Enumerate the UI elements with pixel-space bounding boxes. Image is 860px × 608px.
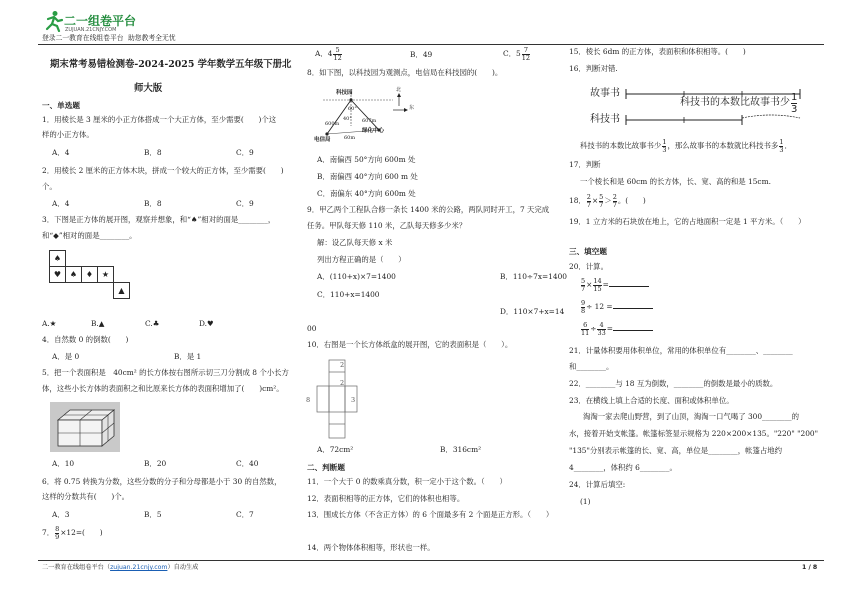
q12-text: 12．表面积相等的正方体，它们的体积也相等。 bbox=[307, 494, 465, 503]
q4-option-a[interactable]: A．是 0 bbox=[52, 352, 80, 361]
box-net-figure bbox=[315, 358, 363, 440]
map-label-tech-park: 科技园 bbox=[336, 90, 353, 96]
q5-option-c[interactable]: C．40 bbox=[236, 459, 259, 468]
map-label-green-center: 绿化中心 bbox=[362, 128, 385, 134]
q9-text-2: 任务。甲队每天修 110 米，乙队每天修多少米？ bbox=[307, 221, 467, 230]
header-link-slogan[interactable]: 助您教考全无忧 bbox=[128, 34, 176, 42]
q2-text-2: 个。 bbox=[42, 182, 57, 191]
page-title-line2: 师大版 bbox=[134, 83, 163, 94]
segment-caption: 科技书的本数比故事书少 bbox=[680, 97, 790, 108]
q6-option-a[interactable]: A．3 bbox=[52, 510, 70, 519]
box-net-label: 2 bbox=[340, 361, 345, 369]
q9-text-3: 解：设乙队每天修 x 米 bbox=[317, 238, 393, 247]
q11-text: 11．一个大于 0 的数乘真分数，积一定小于这个数。（ ） bbox=[307, 477, 507, 486]
q23-passage-4: 4________，体积约 6________。 bbox=[569, 463, 677, 472]
box-net-label: 8 bbox=[306, 396, 311, 404]
q15-text: 15．棱长 6dm 的正方体，表面积和体积相等。( ) bbox=[569, 47, 746, 56]
q21-text: 21．计量体积要用体积单位，常用的体积单位有________、________ bbox=[569, 346, 793, 355]
map-label-angle-40: 40° bbox=[343, 116, 352, 122]
q7-fraction: $\frac{8}{9}$ bbox=[55, 524, 60, 541]
segment-caption-fraction: 1 3 bbox=[791, 92, 798, 115]
q3-option-c[interactable]: C.♣ bbox=[145, 319, 160, 328]
q17-statement: 一个棱长和是 60cm 的长方体，长、宽、高的和是 15cm. bbox=[580, 177, 771, 186]
net-cell: ★ bbox=[97, 266, 114, 283]
q9-option-d-2: 00 bbox=[307, 324, 317, 333]
q5-option-a[interactable]: A．10 bbox=[52, 459, 75, 468]
q5-option-b[interactable]: B．20 bbox=[144, 459, 167, 468]
map-label-north: 北 bbox=[396, 87, 402, 93]
q3-text-2: 和“◆”相对的面是________。 bbox=[42, 231, 137, 240]
q6-text: 6．将 0.75 转换为分数，这些分数的分子和分母都是小于 30 的自然数， bbox=[42, 477, 282, 486]
q3-option-d[interactable]: D.♥ bbox=[199, 319, 214, 328]
net-cell: ♠ bbox=[65, 266, 82, 283]
page-title: 期末常考易错检测卷-2024-2025 学年数学五年级下册北 bbox=[50, 59, 292, 70]
q6-option-b[interactable]: B．5 bbox=[144, 510, 162, 519]
q1-text-2: 样的小正方体。 bbox=[42, 130, 94, 139]
box-net-label: 2 bbox=[340, 379, 345, 387]
q20-row-1: $\frac{5}{7}$ × $\frac{14}{15}$ = bbox=[580, 277, 649, 293]
logo-runner-icon bbox=[42, 10, 64, 32]
q8-text: 8．如下图，以科技园为观测点，电信局在科技园的( )。 bbox=[307, 68, 503, 77]
q22-text: 22．________与 18 互为倒数，________的倒数是最小的质数。 bbox=[569, 379, 778, 388]
q17-text: 17．判断 bbox=[569, 160, 601, 169]
q7-text bbox=[42, 525, 103, 541]
footer-source: 二一教育在线组卷平台（zujuan.21cnjy.com）自动生成 bbox=[42, 564, 199, 571]
net-cell: ▲ bbox=[113, 282, 130, 299]
q10-text: 10．右图是一个长方体纸盒的展开图，它的表面积是（ ）。 bbox=[307, 340, 513, 349]
q23-passage-1: 淘淘一家去爬山野营，到了山顶，淘淘一口气喝了 300________的 bbox=[583, 412, 800, 421]
q9-option-b[interactable]: B．110÷7x=1400 bbox=[500, 272, 567, 281]
q3-option-b[interactable]: B.▲ bbox=[91, 319, 105, 328]
q19-text: 19．1 立方米的石块放在地上，它的占地面积一定是 1 平方米。（ ） bbox=[569, 217, 806, 226]
q7-option-c[interactable]: C．5 $\frac{7}{12}$ bbox=[503, 45, 531, 62]
q7-option-b[interactable]: B．49 bbox=[410, 50, 433, 59]
q5-text-2: 体，这些小长方体的表面积之和比原来长方体的表面积增加了( )cm²。 bbox=[42, 384, 284, 393]
q20-row-3: $\frac{6}{11}$ ÷ $\frac{4}{33}$ = bbox=[580, 321, 653, 337]
logo-text: 二一组卷平台 bbox=[64, 14, 137, 28]
section-fill-in: 三、填空题 bbox=[569, 247, 607, 256]
net-cell: ♠ bbox=[49, 250, 66, 267]
net-cell: ♥ bbox=[49, 266, 66, 283]
map-label-telecom: 电信局 bbox=[314, 137, 331, 143]
map-label-60m: 60m bbox=[344, 135, 356, 141]
q20-text: 20．计算。 bbox=[569, 262, 608, 271]
q6-option-c[interactable]: C．7 bbox=[236, 510, 254, 519]
q23-passage-2: 水，接着开始支帐篷。帐篷标签显示规格为 220×200×135。"220" "200" bbox=[569, 429, 819, 438]
q13-text: 13．围成长方体（不含正方体）的 6 个面最多有 2 个面是正方形。（ ） bbox=[307, 510, 554, 519]
q1-option-c[interactable]: C．9 bbox=[236, 148, 254, 157]
map-label-east: 东 bbox=[409, 105, 415, 111]
q9-option-a[interactable]: A．(110+x)×7=1400 bbox=[317, 272, 396, 281]
q9-text: 9．甲乙两个工程队合修一条长 1400 米的公路，两队同时开工，7 天完成 bbox=[307, 205, 550, 214]
footer-link[interactable]: zujuan.21cnjy.com bbox=[110, 564, 168, 571]
q8-option-b[interactable]: B．南偏西 40°方向 600 m 处 bbox=[317, 172, 418, 181]
q8-option-c[interactable]: C．南偏东 40°方向 600m 处 bbox=[317, 189, 416, 198]
section-single-choice: 一、单选题 bbox=[42, 101, 80, 110]
q23-passage-3: "135"分别表示帐篷的长、宽、高，单位是________，帐篷占地约 bbox=[569, 446, 783, 455]
net-cell: ♦ bbox=[81, 266, 98, 283]
q23-text: 23．在横线上填上合适的长度、面积或体积单位。 bbox=[569, 396, 734, 405]
q16-text: 16．判断对错. bbox=[569, 64, 618, 73]
q4-option-b[interactable]: B．是 1 bbox=[174, 352, 202, 361]
q3-option-a[interactable]: A.★ bbox=[42, 319, 57, 328]
q14-text: 14．两个物体体积相等，形状也一样。 bbox=[307, 543, 435, 552]
q2-option-c[interactable]: C．9 bbox=[236, 199, 254, 208]
q9-option-c[interactable]: C．110+x=1400 bbox=[317, 290, 380, 299]
segment-label-story: 故事书 bbox=[590, 88, 620, 99]
q7-option-a[interactable]: A．4 $\frac{5}{12}$ bbox=[315, 45, 342, 62]
q5-text: 5．把一个表面积是 40cm² 的长方体按右图所示切三刀分割成 8 个小长方 bbox=[42, 368, 289, 377]
q18-text: 18． $\frac{2}{7}$ × $\frac{5}{7}$ ＞ $\frac{2}{7}$ 。( ) bbox=[569, 192, 646, 209]
q7-prefix: 7． bbox=[42, 528, 55, 537]
q24-subpart-1: (1) bbox=[580, 497, 591, 506]
segment-label-science: 科技书 bbox=[590, 114, 620, 125]
q3-text: 3．下图是正方体的展开图，观察并想象，和“♠”相对的面是________， bbox=[42, 215, 276, 224]
logo-subtitle: ZUJUAN.21CNJY.COM bbox=[65, 27, 117, 33]
map-label-angle-60: 60° bbox=[348, 106, 357, 112]
map-label-600m: 600m bbox=[325, 121, 340, 127]
q8-option-a[interactable]: A．南偏西 50°方向 600m 处 bbox=[317, 155, 416, 164]
q6-text-2: 这样的分数共有( )个。 bbox=[42, 492, 130, 501]
cuboid-cut-figure bbox=[50, 402, 120, 452]
footer-divider bbox=[38, 560, 824, 561]
page-number: 1 / 8 bbox=[802, 564, 818, 571]
q1-text: 1．用棱长是 3 厘米的小正方体搭成一个大正方体，至少需要( )个这 bbox=[42, 115, 277, 124]
q7-suffix: ×12=( ) bbox=[60, 528, 103, 537]
q4-text: 4．自然数 0 的倒数( ) bbox=[42, 335, 129, 344]
q1-option-b[interactable]: B．8 bbox=[144, 148, 162, 157]
q21-text-2: 和________。 bbox=[569, 362, 614, 371]
q24-text: 24．计算后填空: bbox=[569, 480, 626, 489]
q1-option-a[interactable]: A．4 bbox=[52, 148, 70, 157]
section-true-false: 二、判断题 bbox=[307, 463, 345, 472]
header-link-login[interactable]: 登录二一教育在线组卷平台 bbox=[42, 34, 124, 42]
q20-row-2: $\frac{9}{8}$ ÷ 12 = bbox=[580, 299, 653, 315]
map-label-607m: 607m bbox=[362, 118, 377, 124]
box-net-label: 3 bbox=[351, 396, 356, 404]
q10-option-a[interactable]: A．72cm² bbox=[317, 445, 354, 454]
q2-option-b[interactable]: B．8 bbox=[144, 199, 162, 208]
q9-text-4: 列出方程正确的是（ ） bbox=[317, 255, 406, 264]
q9-option-d[interactable]: D．110×7+x=14 bbox=[500, 307, 565, 316]
header-divider bbox=[38, 44, 824, 45]
q10-option-b[interactable]: B．316cm² bbox=[440, 445, 482, 454]
q2-option-a[interactable]: A．4 bbox=[52, 199, 70, 208]
q16-statement: 科技书的本数比故事书少 $\frac{1}{3}$ ，那么故事书的本数就比科技书多 $\frac{1}{3}$ ． bbox=[580, 137, 792, 154]
q2-text: 2．用棱长 2 厘米的正方体木块，拼成一个较大的正方体，至少需要( ) bbox=[42, 166, 284, 175]
